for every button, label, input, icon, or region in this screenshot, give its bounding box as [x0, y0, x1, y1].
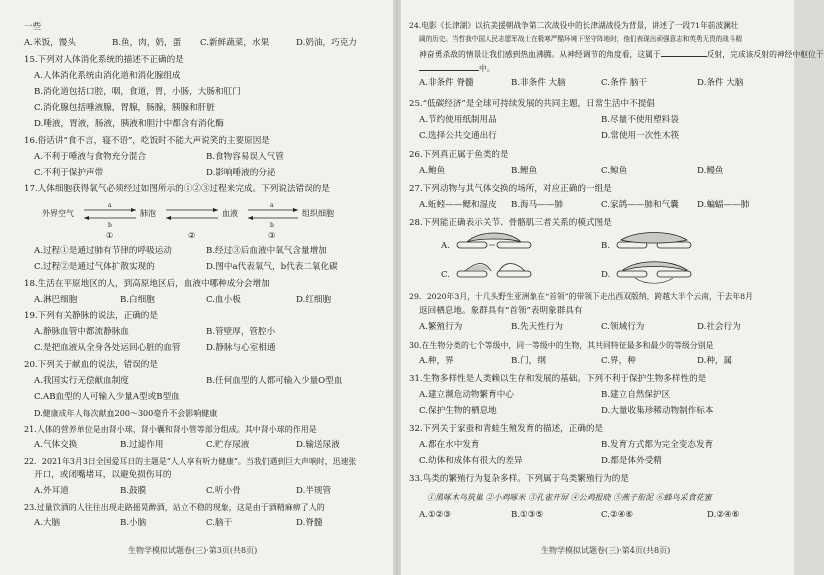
- q25-option-d: D.常使用一次性木筷: [601, 131, 680, 141]
- q29-option-c: C.领域行为: [601, 322, 645, 332]
- q23-option-a: A.大脑: [34, 518, 61, 528]
- diagram-step-1: ①: [106, 231, 114, 240]
- q31-option-a: A.建立濒危动物繁育中心: [419, 390, 514, 400]
- q24-option-c: C.条件 脑干: [601, 78, 648, 88]
- q15-option-b: B.消化道包括口腔，咽，食道，胃，小肠，大肠和肛门: [34, 87, 241, 97]
- q32-option-a: A.都在水中发育: [419, 440, 480, 450]
- q25-stem: 25.“低碳经济”是全球可持续发展的共同主题，日常生活中不提倡: [409, 99, 655, 109]
- q30-option-c: C.界，种: [601, 356, 636, 366]
- q25-option-a: A.节约使用纸制用品: [419, 115, 497, 125]
- q22-option-a: A.外耳道: [34, 486, 69, 496]
- diagram-arrow-b1: b: [108, 222, 112, 229]
- q28-label-c: C.: [441, 270, 451, 280]
- q29-option-a: A.繁殖行为: [419, 322, 463, 332]
- q31-option-d: D.大量收集珍稀动物制作标本: [601, 406, 714, 416]
- q20-option-c: C.AB血型的人可输入少量A型或B型血: [34, 392, 180, 402]
- q16-option-a: A.不利于唾液与食物充分混合: [34, 152, 147, 162]
- q21-option-c: C.贮存尿液: [206, 440, 250, 450]
- diagram-arrow-a1: a: [108, 202, 112, 209]
- q19-option-c: C.是把血液从全身各处运回心脏的血管: [34, 343, 181, 353]
- page-gutter: [393, 0, 401, 575]
- q18-option-d: D.红细胞: [296, 295, 332, 305]
- q32-option-d: D.都是体外受精: [601, 456, 662, 466]
- q18-option-a: A.淋巴细胞: [34, 295, 78, 305]
- q26-option-b: B.鲤鱼: [511, 166, 538, 176]
- diagram-arrow-b2: b: [270, 222, 274, 229]
- q30-option-a: A.种，界: [419, 356, 454, 366]
- q26-option-d: D.鳗鱼: [697, 166, 724, 176]
- q24-option-a: A.非条件 脊髓: [419, 78, 474, 88]
- q19-option-d: D.静脉与心室相通: [206, 343, 276, 353]
- q17-option-c: C.过程②是通过气体扩散实现的: [34, 262, 155, 272]
- q15-option-a: A.人体消化系统由消化道和消化腺组成: [34, 71, 181, 81]
- q32-stem: 32.下列关于家蚕和青蛙生殖发育的描述，正确的是: [409, 424, 604, 434]
- q16-option-c: C.不利于保护声带: [34, 168, 104, 178]
- q33-option-d: D.②④⑥: [707, 510, 740, 520]
- q27-option-b: B.海马——肺: [511, 200, 564, 210]
- q17-option-b: B.经过③后血液中氧气含量增加: [206, 246, 327, 256]
- q22-option-c: C.听小骨: [206, 486, 241, 496]
- q24-blank-1: [661, 48, 707, 57]
- q25-option-c: C.选择公共交通出行: [419, 131, 497, 141]
- q24-stem: 24.电影《长津湖》以抗美援朝战争第二次战役中的长津湖战役为背景，讲述了一段71年前波澜壮: [409, 21, 739, 30]
- q20-option-d: D.健康成年人每次献血200～300毫升不会影响健康: [34, 409, 218, 418]
- q22-stem-cont: 开口，或闭嘴堵耳，以避免损伤耳的: [34, 470, 172, 480]
- diagram-label-air: 外界空气: [42, 209, 74, 218]
- q27-stem: 27.下列动物与其气体交换的场所，对应正确的一组是: [409, 184, 612, 194]
- q20-stem: 20.下列关于献血的说法，错误的是: [24, 360, 158, 370]
- q20-option-b: B.任何血型的人都可输入少量O型血: [206, 376, 343, 386]
- q14-tail: 一些: [24, 22, 42, 32]
- q29-stem: 29．2020年3月，十几头野生亚洲象在“首领”的带领下走出西双版纳，跨越大半个云南，于去年8月: [409, 292, 753, 301]
- q28-label-a: A.: [441, 241, 450, 251]
- q22-stem: 22．2021年3月3日全国爱耳日的主题是“人人享有听力健康”。当我们遇到巨大声响时，迅速张: [24, 457, 357, 466]
- q14-option-c: C.新鲜蔬菜，水果: [200, 38, 270, 48]
- q28-muscle-diagram-b: [615, 232, 695, 258]
- left-page-footer: 生物学模拟试题卷(三)·第3页(共8页): [128, 546, 258, 555]
- q30-stem: 30.在生物分类的七个等级中，同一等级中的生物，其共同特征最多和最少的等级分别是: [409, 341, 714, 350]
- right-page-footer: 生物学模拟试题卷(三)·第4页(共8页): [541, 546, 671, 555]
- q30-option-d: D.种，属: [697, 356, 733, 366]
- q22-option-d: D.半规管: [296, 486, 332, 496]
- q22-option-b: B.鼓膜: [120, 486, 147, 496]
- q24-stem-line2: 阔的历史。当哲我中国人民志愿军战士在极寒严酷环境下坚守阵地时，他们表现出顽强意志和英勇无畏的战斗精: [419, 35, 743, 43]
- q28-label-b: B.: [601, 241, 611, 251]
- q23-stem: 23.过量饮酒的人往往出现走路摇晃醉酒，站立不稳的现象，这是由于酒精麻痹了人的: [24, 503, 325, 512]
- q24-option-d: D.条件 大脑: [697, 78, 744, 88]
- q21-option-b: B.过滤作用: [120, 440, 164, 450]
- q28-muscle-diagram-d: [615, 261, 695, 287]
- q31-stem: 31.生物多样性是人类赖以生存和发展的基础。下列不利于保护生物多样性的是: [409, 374, 707, 384]
- q19-option-b: B.管壁厚，管腔小: [206, 327, 276, 337]
- q28-label-d: D.: [601, 270, 611, 280]
- q19-stem: 19.下列有关静脉的说法，正确的是: [24, 311, 158, 321]
- q15-option-c: C.消化腺包括唾液腺，胃腺，肠腺，胰腺和肝脏: [34, 103, 215, 113]
- q21-stem: 21.人体的营养单位是由肾小球，肾小囊和肾小管等部分组成。其中肾小球的作用是: [24, 425, 317, 434]
- q15-option-d: D.唾液，胃液，肠液，胰液和胆汁中都含有消化酶: [34, 119, 224, 129]
- q14-option-b: B.鱼，肉，奶，蛋: [112, 38, 182, 48]
- q25-option-b: B.尽量不使用塑料袋: [601, 115, 679, 125]
- q27-option-c: C.家鸽——肺和气囊: [601, 200, 679, 210]
- q28-stem: 28.下列能正确表示关节、骨骼肌三者关系的模式图是: [409, 218, 612, 228]
- q28-muscle-diagram-a: [455, 232, 535, 258]
- q18-option-c: C.血小板: [206, 295, 241, 305]
- q30-option-b: B.门，纲: [511, 356, 546, 366]
- q24-stem-line4: 中。: [419, 62, 495, 74]
- q33-option-a: A.①②③: [419, 510, 452, 520]
- q31-option-c: C.保护生物的栖息地: [419, 406, 497, 416]
- q21-option-d: D.输送尿液: [296, 440, 340, 450]
- q23-option-b: B.小脑: [120, 518, 147, 528]
- q21-option-a: A.气体交换: [34, 440, 78, 450]
- q33-option-c: C.②④⑥: [601, 510, 634, 520]
- q24-option-b: B.非条件 大脑: [511, 78, 566, 88]
- diagram-label-tissue-cells: 组织细胞: [302, 209, 334, 218]
- q16-stem: 16.俗话讲“食不言，寝不语”，吃饭时不能大声说笑的主要原因是: [24, 136, 270, 146]
- right-page: [401, 0, 824, 575]
- left-page: [0, 0, 393, 575]
- q33-stem: 33.鸟类的繁殖行为复杂多样。下列属于鸟类繁殖行为的是: [409, 474, 629, 484]
- q28-muscle-diagram-c: [455, 261, 535, 287]
- q31-option-b: B.建立自然保护区: [601, 390, 671, 400]
- q24-stem-line3: 神奋勇杀敌的情景让我们感到热血沸腾。从神经调节的角度看，这属于 反射，完成该反射的神经中枢位于: [419, 50, 824, 59]
- q26-option-a: A.鲍鱼: [419, 166, 446, 176]
- q23-option-c: C.脑干: [206, 518, 233, 528]
- q14-option-d: D.奶油，巧克力: [296, 38, 357, 48]
- q32-option-b: B.发育方式都为完全变态发育: [601, 440, 714, 450]
- q20-option-a: A.我国实行无偿献血制度: [34, 376, 129, 386]
- q29-option-d: D.社会行为: [697, 322, 741, 332]
- diagram-arrow-a2: a: [270, 202, 274, 209]
- q26-option-c: C.鲸鱼: [601, 166, 628, 176]
- diagram-label-blood: 血液: [222, 209, 238, 218]
- q32-option-c: C.幼体和成体有很大的差异: [419, 456, 523, 466]
- q18-stem: 18.生活在平原地区的人，到高原地区后，血液中哪种成分会增加: [24, 279, 270, 289]
- q27-option-a: A.蚯蚓——鳃和湿皮: [419, 200, 497, 210]
- diagram-step-2: ②: [188, 231, 196, 240]
- q19-option-a: A.静脉血管中都流静脉血: [34, 327, 129, 337]
- q29-stem-cont: 返回栖息地。象群具有“首领”表明象群具有: [419, 306, 583, 316]
- q29-option-b: B.先天性行为: [511, 322, 564, 332]
- q16-option-b: B.食物容易误入气管: [206, 152, 284, 162]
- q17-gas-exchange-diagram: [40, 198, 370, 240]
- q33-option-b: B.①③⑤: [511, 510, 544, 520]
- q14-option-a: A.米饭，馒头: [24, 38, 76, 48]
- q33-items: ①黑啄木鸟筑巢 ②小鸡啄米 ③孔雀开屏 ④公鸡报晓 ⑤燕子衔泥 ⑥蜂鸟采食花蜜: [427, 493, 712, 502]
- q17-option-a: A.过程①是通过肺有节律的呼吸运动: [34, 246, 172, 256]
- q27-option-d: D.蝙蝠——肺: [697, 200, 750, 210]
- q26-stem: 26.下列真正属于鱼类的是: [409, 150, 509, 160]
- q18-option-b: B.白细胞: [120, 295, 155, 305]
- q17-option-d: D.图中a代表氧气，b代表二氧化碳: [206, 262, 338, 272]
- q24-blank-2: [419, 62, 479, 71]
- diagram-label-alveoli: 肺泡: [140, 209, 156, 218]
- q15-stem: 15.下列对人体消化系统的描述不正确的是: [24, 55, 184, 65]
- q23-option-d: D.脊髓: [296, 518, 323, 528]
- diagram-step-3: ③: [268, 231, 276, 240]
- q16-option-d: D.影响唾液的分泌: [206, 168, 276, 178]
- q17-stem: 17.人体细胞获得氧气必须经过如图所示的①②③过程来完成。下列说法错误的是: [24, 184, 330, 194]
